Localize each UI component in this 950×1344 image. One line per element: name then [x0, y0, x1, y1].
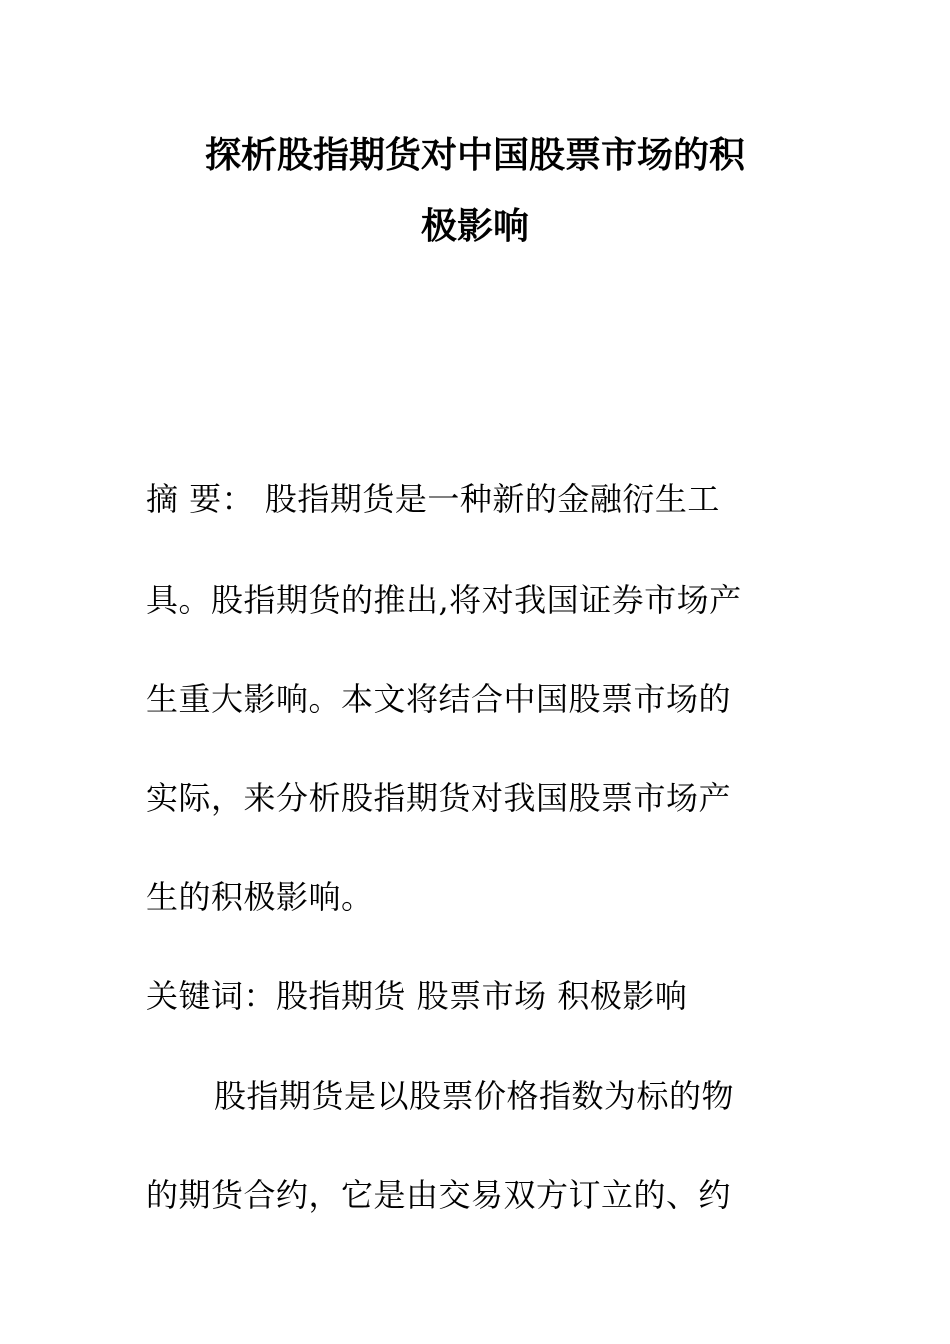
abstract-line-5: 生的积极影响。 — [146, 878, 374, 916]
abstract-line-3: 生重大影响。本文将结合中国股票市场的 — [146, 680, 732, 718]
keywords-line: 关键词：股指期货 股票市场 积极影响 — [146, 977, 688, 1015]
body-line-1: 股指期货是以股票价格指数为标的物 — [214, 1077, 735, 1115]
body-line-2: 的期货合约，它是由交易双方订立的、约 — [146, 1176, 732, 1214]
abstract-line-1: 摘 要： 股指期货是一种新的金融衍生工 — [146, 480, 720, 518]
document-title-line-1: 探析股指期货对中国股票市场的积 — [204, 134, 745, 176]
document-title-line-2: 极影响 — [420, 205, 529, 247]
abstract-line-2: 具。股指期货的推出,将对我国证券市场产 — [146, 581, 742, 619]
abstract-line-4: 实际，来分析股指期货对我国股票市场产 — [146, 779, 732, 817]
